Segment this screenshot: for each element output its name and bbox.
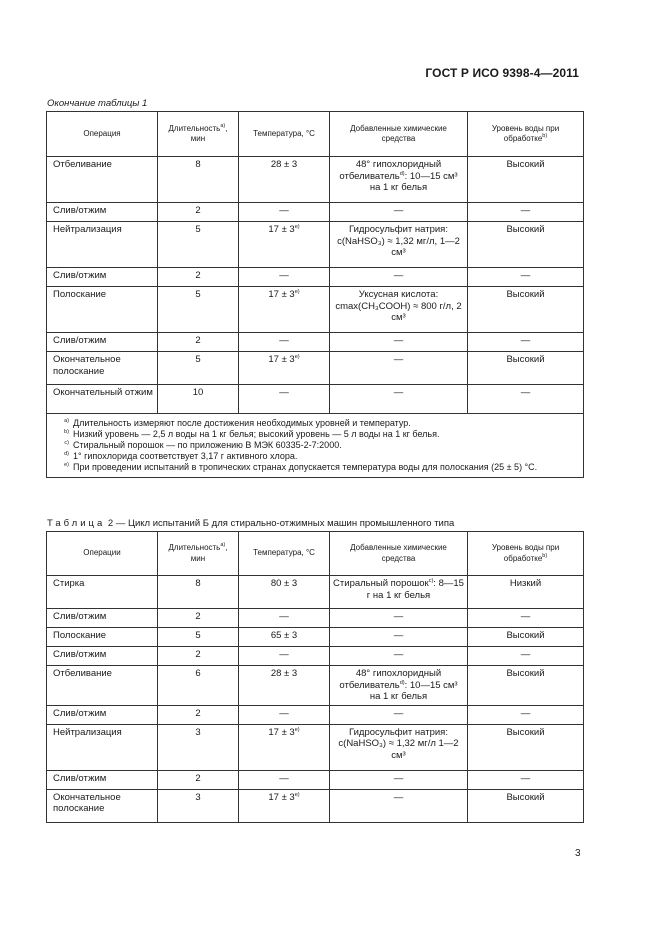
table1-header-row [47, 112, 584, 157]
water-level-cell: Высокий [468, 628, 584, 647]
chemicals-cell: — [330, 268, 468, 287]
duration-cell: 2 [158, 609, 239, 628]
footnote: d) 1° гипохлорида соответствует 3,17 г активного хлора. [64, 451, 298, 461]
water-level-cell: Высокий [468, 352, 584, 385]
water-level-cell: Высокий [468, 157, 584, 203]
temperature-cell: 28 ± 3 [239, 666, 330, 706]
duration-cell: 3 [158, 789, 239, 822]
table1-col-temperature: Температура, °С [239, 112, 330, 157]
table-row [47, 666, 584, 706]
temperature-cell: 80 ± 3 [239, 576, 330, 609]
operation-cell: Полоскание [47, 628, 158, 647]
water-level-cell: — [468, 705, 584, 724]
chemicals-cell: 48° гипохлоридный отбеливатель$^{d)}$: 10—15 см³ на 1 кг белья [330, 157, 468, 203]
duration-cell: 8 [158, 157, 239, 203]
footnote: е) При проведении испытаний в тропических странах допускается температура воды для полоскания (25 ± 5) °С. [64, 462, 538, 472]
table-row [47, 385, 584, 414]
table-row [47, 789, 584, 822]
water-level-cell: — [468, 333, 584, 352]
table1-caption: Окончание таблицы 1 [47, 98, 148, 109]
duration-cell: 3 [158, 724, 239, 770]
temperature-cell: $17 \pm 3^{е)}$ [239, 789, 330, 822]
chemicals-cell: — [330, 789, 468, 822]
temperature-cell: 65 ± 3 [239, 628, 330, 647]
operation-cell: Слив/отжим [47, 705, 158, 724]
temperature-cell: — [239, 647, 330, 666]
water-level-cell: Высокий [468, 222, 584, 268]
duration-cell: 2 [158, 770, 239, 789]
chemicals-cell: 48° гипохлоридный отбеливатель$^{d)}$: 10—15 см³ на 1 кг белья [330, 666, 468, 706]
operation-cell: Нейтрализация [47, 222, 158, 268]
chemicals-cell: Гидросульфит натрия: c(NaHSO₃) ≈ 1,32 мг/л 1—2 см³ [330, 724, 468, 770]
table2 [46, 531, 584, 823]
water-level-cell: — [468, 770, 584, 789]
chemicals-cell: — [330, 333, 468, 352]
page-number: 3 [575, 848, 581, 859]
table1-col-chemicals: Добавленные химические средства [330, 112, 468, 157]
footnote: с) Стиральный порошок — по приложению В МЭК 60335-2-7:2000. [64, 440, 342, 450]
chemicals-cell: — [330, 352, 468, 385]
duration-cell: 2 [158, 333, 239, 352]
operation-cell: Слив/отжим [47, 268, 158, 287]
document-header: ГОСТ Р ИСО 9398-4—2011 [425, 66, 579, 80]
duration-cell: 8 [158, 576, 239, 609]
table-row [47, 705, 584, 724]
chemicals-cell: — [330, 385, 468, 414]
temperature-cell: — [239, 705, 330, 724]
operation-cell: Слив/отжим [47, 609, 158, 628]
table-row [47, 352, 584, 385]
chemicals-cell: — [330, 203, 468, 222]
temperature-cell: $17 \pm 3^{е)}$ [239, 222, 330, 268]
operation-cell: Окончательное полоскание [47, 352, 158, 385]
water-level-cell: Низкий [468, 576, 584, 609]
duration-cell: 6 [158, 666, 239, 706]
operation-cell: Окончательный отжим [47, 385, 158, 414]
operation-cell: Полоскание [47, 287, 158, 333]
table1-col-water-level: Уровень воды при обработке$^{b)}$ [468, 112, 584, 157]
temperature-cell: $17 \pm 3^{е)}$ [239, 724, 330, 770]
table-row [47, 268, 584, 287]
table2-col-chemicals: Добавленные химические средства [330, 532, 468, 576]
table-row [47, 333, 584, 352]
temperature-cell: — [239, 770, 330, 789]
duration-cell: 5 [158, 222, 239, 268]
temperature-cell: — [239, 203, 330, 222]
chemicals-cell: — [330, 628, 468, 647]
temperature-cell: — [239, 268, 330, 287]
water-level-cell: — [468, 609, 584, 628]
table2-col-water-level: Уровень воды при обработке$^{b)}$ [468, 532, 584, 576]
table-row [47, 609, 584, 628]
table-row [47, 647, 584, 666]
operation-cell: Окончательное полоскание [47, 789, 158, 822]
footnotes-cell [47, 414, 584, 478]
duration-cell: 5 [158, 287, 239, 333]
footnote: b) Низкий уровень — 2,5 л воды на 1 кг белья; высокий уровень — 5 л воды на 1 кг белья. [64, 429, 440, 439]
temperature-cell: $17 \pm 3^{е)}$ [239, 287, 330, 333]
duration-cell: 2 [158, 705, 239, 724]
chemicals-cell: Стиральный порошок$^{с)}$: 8—15 г на 1 кг белья [330, 576, 468, 609]
operation-cell: Отбеливание [47, 666, 158, 706]
water-level-cell: — [468, 385, 584, 414]
water-level-cell: Высокий [468, 666, 584, 706]
duration-cell: 5 [158, 352, 239, 385]
chemicals-cell: — [330, 609, 468, 628]
table1-footnotes [47, 414, 584, 478]
table-row [47, 628, 584, 647]
temperature-cell: — [239, 333, 330, 352]
table-row [47, 203, 584, 222]
water-level-cell: Высокий [468, 724, 584, 770]
table2-caption: Таблица 2 — Цикл испытаний Б для стирально-отжимных машин промышленного типа [47, 518, 455, 529]
water-level-cell: Высокий [468, 287, 584, 333]
table-row [47, 724, 584, 770]
table1 [46, 111, 584, 478]
duration-cell: 5 [158, 628, 239, 647]
table-row [47, 157, 584, 203]
duration-cell: 2 [158, 203, 239, 222]
table1-col-operation: Операция [47, 112, 158, 157]
table-row [47, 576, 584, 609]
water-level-cell: — [468, 268, 584, 287]
operation-cell: Слив/отжим [47, 647, 158, 666]
table-row [47, 222, 584, 268]
table2-header-row [47, 532, 584, 576]
duration-cell: 10 [158, 385, 239, 414]
water-level-cell: Высокий [468, 789, 584, 822]
temperature-cell: — [239, 609, 330, 628]
table2-col-duration: Длительность$^{а)}$, мин [158, 532, 239, 576]
operation-cell: Стирка [47, 576, 158, 609]
water-level-cell: — [468, 203, 584, 222]
chemicals-cell: — [330, 647, 468, 666]
operation-cell: Нейтрализация [47, 724, 158, 770]
duration-cell: 2 [158, 268, 239, 287]
table-row [47, 287, 584, 333]
table2-col-temperature: Температура, °С [239, 532, 330, 576]
table-row [47, 770, 584, 789]
operation-cell: Слив/отжим [47, 770, 158, 789]
footnote: а) Длительность измеряют после достижения необходимых уровней и температур. [64, 418, 411, 428]
chemicals-cell: — [330, 705, 468, 724]
chemicals-cell: Гидросульфит натрия: c(NaHSO₃) ≈ 1,32 мг/л, 1—2 см³ [330, 222, 468, 268]
water-level-cell: — [468, 647, 584, 666]
table1-col-duration: Длительность$^{а)}$, мин [158, 112, 239, 157]
temperature-cell: $17 \pm 3^{е)}$ [239, 352, 330, 385]
operation-cell: Слив/отжим [47, 203, 158, 222]
operation-cell: Слив/отжим [47, 333, 158, 352]
operation-cell: Отбеливание [47, 157, 158, 203]
chemicals-cell: Уксусная кислота: cmax(CH₃COOH) ≈ 800 г/л, 2 см³ [330, 287, 468, 333]
chemicals-cell: — [330, 770, 468, 789]
temperature-cell: 28 ± 3 [239, 157, 330, 203]
duration-cell: 2 [158, 647, 239, 666]
table2-col-operation: Операции [47, 532, 158, 576]
temperature-cell: — [239, 385, 330, 414]
